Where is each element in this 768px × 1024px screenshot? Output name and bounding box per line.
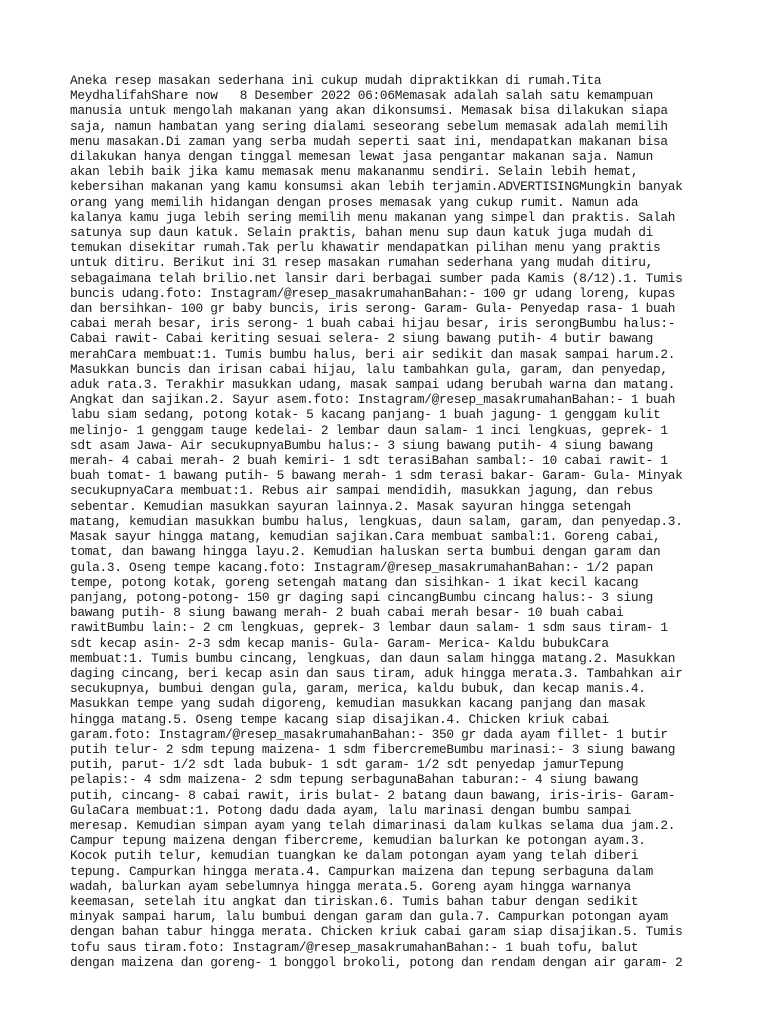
document-body-text: Aneka resep masakan sederhana ini cukup mudah dipraktikkan di rumah.Tita MeydhalifahShare now 8 Desember 2022 06:06Memasak adalah salah satu kemampuan manusia untuk mengolah makanan yang akan dikonsumsi. Memasak bisa dilakukan siapa saja, namun hambatan yang sering dialami seseorang sebelum memasak adalah memilih menu masakan.Di zaman yang serba mudah seperti saat ini, mendapatkan makanan bisa dilakukan hanya dengan tinggal memesan lewat jasa pengantar makanan saja. Namun akan lebih baik jika kamu memasak menu makananmu sendiri. Selain lebih hemat, kebersihan makanan yang kamu konsumsi akan lebih terjamin.ADVERTISINGMungkin banyak orang yang memilih hidangan dengan proses memasak yang cukup rumit. Namun ada kalanya kamu juga lebih sering memilih menu makanan yang simpel dan praktis. Salah satunya sup daun katuk. Selain praktis, bahan menu sup daun katuk juga mudah di temukan disekitar rumah.Tak perlu khawatir mendapatkan pilihan menu yang praktis untuk ditiru. Berikut ini 31 resep masakan rumahan sederhana yang mudah ditiru, sebagaimana telah brilio.net lansir dari berbagai sumber pada Kamis (8/12).1. Tumis buncis udang.foto: Instagram/@resep_masakrumahanBahan:- 100 gr udang loreng, kupas dan bersihkan- 100 gr baby buncis, iris serong- Garam- Gula- Penyedap rasa- 1 buah cabai merah besar, iris serong- 1 buah cabai hijau besar, iris serongBumbu halus:- Cabai rawit- Cabai keriting sesuai selera- 2 siung bawang putih- 4 butir bawang merahCara membuat:1. Tumis bumbu halus, beri air sedikit dan masak sampai harum.2. Masukkan buncis dan irisan cabai hijau, lalu tambahkan gula, garam, dan penyedap, aduk rata.3. Terakhir masukkan udang, masak sampai udang berubah warna dan matang. Angkat dan sajikan.2. Sayur asem.foto: Instagram/@resep_masakrumahanBahan:- 1 buah labu siam sedang, potong kotak- 5 kacang panjang- 1 buah jagung- 1 genggam kulit melinjo- 1 genggam tauge kedelai- 2 lembar daun salam- 1 inci lengkuas, geprek- 1 sdt asam Jawa- Air secukupnyaBumbu halus:- 3 siung bawang putih- 4 siung bawang merah- 4 cabai merah- 2 buah kemiri- 1 sdt terasiBahan sambal:- 10 cabai rawit- 1 buah tomat- 1 bawang putih- 5 bawang merah- 1 sdm terasi bakar- Garam- Gula- Minyak secukupnyaCara membuat:1. Rebus air sampai mendidih, masukkan jagung, dan rebus sebentar. Kemudian masukkan sayuran lainnya.2. Masak sayuran hingga setengah matang, kemudian masukkan bumbu halus, lengkuas, daun salam, garam, dan penyedap.3. Masak sayur hingga matang, kemudian sajikan.Cara membuat sambal:1. Goreng cabai, tomat, dan bawang hingga layu.2. Kemudian haluskan serta bumbui dengan garam dan gula.3. Oseng tempe kacang.foto: Instagram/@resep_masakrumahanBahan:- 1/2 papan tempe, potong kotak, goreng setengah matang dan sisihkan- 1 ikat kecil kacang panjang, potong-potong- 150 gr daging sapi cincangBumbu cincang halus:- 3 siung bawang putih- 8 siung bawang merah- 2 buah cabai merah besar- 10 buah cabai rawitBumbu lain:- 2 cm lengkuas, geprek- 3 lembar daun salam- 1 sdm saus tiram- 1 sdt kecap asin- 2-3 sdm kecap manis- Gula- Garam- Merica- Kaldu bubukCara membuat:1. Tumis bumbu cincang, lengkuas, dan daun salam hingga matang.2. Masukkan daging cincang, beri kecap asin dan saus tiram, aduk hingga merata.3. Tambahkan air secukupnya, bumbui dengan gula, garam, merica, kaldu bubuk, dan kecap manis.4. Masukkan tempe yang sudah digoreng, kemudian masukkan kacang panjang dan masak hingga matang.5. Oseng tempe kacang siap disajikan.4. Chicken kriuk cabai garam.foto: Instagram/@resep_masakrumahanBahan:- 350 gr dada ayam fillet- 1 butir putih telur- 2 sdm tepung maizena- 1 sdm fibercremeBumbu marinasi:- 3 siung bawang putih, parut- 1/2 sdt lada bubuk- 1 sdt garam- 1/2 sdt penyedap jamurTepung pelapis:- 4 sdm maizena- 2 sdm tepung serbagunaBahan taburan:- 4 siung bawang putih, cincang- 8 cabai rawit, iris bulat- 2 batang daun bawang, iris-iris- Garam- GulaCara membuat:1. Potong dadu dada ayam, lalu marinasi dengan bumbu sampai meresap. Kemudian simpan ayam yang telah dimarinasi dalam kulkas selama dua jam.2. Campur tepung maizena dengan fibercreme, kemudian balurkan ke potongan ayam.3. Kocok putih telur, kemudian tuangkan ke dalam potongan ayam yang telah diberi tepung. Campurkan hingga merata.4. Campurkan maizena dan tepung serbaguna dalam wadah, balurkan ayam sebelumnya hingga merata.5. Goreng ayam hingga warnanya keemasan, setelah itu angkat dan tiriskan.6. Tumis bahan tabur dengan sedikit minyak sampai harum, lalu bumbui dengan garam dan gula.7. Campurkan potongan ayam dengan bahan tabur hingga merata. Chicken kriuk cabai garam siap disajikan.5. Tumis tofu saus tiram.foto: Instagram/@resep_masakrumahanBahan:- 1 buah tofu, balut dengan maizena dan goreng- 1 bonggol brokoli, potong dan rendam dengan air garam- 2 — [70, 73, 683, 970]
